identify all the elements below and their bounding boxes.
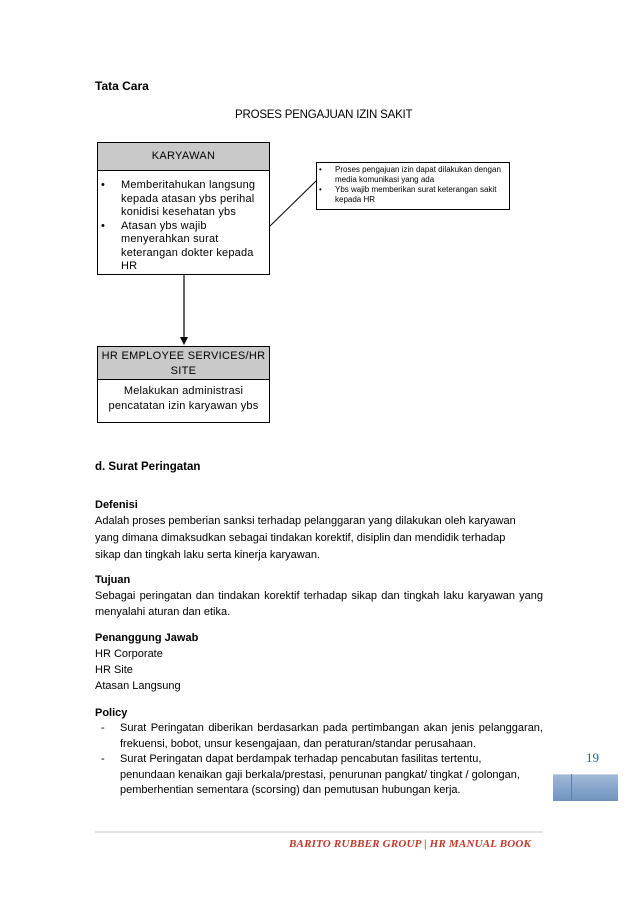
note-bullet-list — [317, 165, 509, 205]
penanggung-jawab-list — [95, 646, 181, 694]
penanggung-jawab-item: Atasan Langsung — [95, 680, 181, 692]
hr-services-box-body: Melakukan administrasi pencatatan izin karyawan ybs — [108, 385, 259, 412]
hr-services-box-header: HR EMPLOYEE SERVICES/HR SITE — [98, 347, 269, 380]
surat-peringatan-heading: d. Surat Peringatan — [95, 461, 201, 473]
policy-list — [95, 721, 543, 799]
page-tab-divider — [571, 774, 572, 800]
hr-services-box — [97, 346, 270, 423]
note-bullet-item: • Proses pengajuan izin dapat dilakukan dengan media komunikasi yang ada — [319, 165, 501, 184]
diagonal-connector-line — [269, 181, 316, 227]
flowchart-title: PROSES PENGAJUAN IZIN SAKIT — [235, 109, 413, 121]
defenisi-text: Adalah proses pemberian sanksi terhadap pelanggaran yang dilakukan oleh karyawan yang dimana dimaksudkan sebagai tindakan korektif, disiplin dan mendidik terhadap sikap dan tingkah laku serta kinerja karyawan. — [95, 515, 516, 561]
note-box — [316, 162, 510, 210]
page-tab-decoration — [553, 774, 618, 801]
page-number: 19 — [586, 750, 599, 765]
tata-cara-heading: Tata Cara — [95, 79, 149, 93]
tujuan-text: Sebagai peringatan dan tindakan korektif terhadap sikap dan tingkah laku karyawan yang menyalahi aturan dan etika. — [95, 590, 543, 618]
penanggung-jawab-label: Penanggung Jawab — [95, 632, 199, 644]
karyawan-bullet-item: • Memberitahukan langsung kepada atasan ybs perihal konidisi kesehatan ybs — [101, 179, 256, 218]
karyawan-bullet-item: • Atasan ybs wajib menyerahkan surat keterangan dokter kepada HR — [101, 219, 254, 272]
footer-text: BARITO RUBBER GROUP | HR MANUAL BOOK — [289, 838, 532, 850]
karyawan-bullet-list — [98, 179, 269, 274]
policy-item: - Surat Peringatan diberikan berdasarkan pada pertimbangan akan jenis pelanggaran, frekuensi, bobot, unsur kesengajaan, dan peraturan/standar perusahaan. — [101, 722, 543, 750]
karyawan-box-header: KARYAWAN — [98, 143, 269, 171]
defenisi-label: Defenisi — [95, 499, 138, 511]
penanggung-jawab-item: HR Site — [95, 664, 133, 676]
policy-item: - Surat Peringatan dapat berdampak terhadap pencabutan fasilitas tertentu, penundaan kenaikan gaji berkala/prestasi, penurunan pangkat/ tingkat / golongan, pemberhentian sementara (scorsing) dan pemutusan hubungan kerja. — [101, 753, 520, 796]
note-bullet-item: • Ybs wajib memberikan surat keterangan sakit kepada HR — [319, 185, 497, 204]
policy-label: Policy — [95, 707, 128, 719]
tujuan-label: Tujuan — [95, 574, 131, 586]
penanggung-jawab-item: HR Corporate — [95, 648, 163, 660]
down-arrow-head — [180, 337, 188, 345]
karyawan-box — [97, 142, 270, 275]
